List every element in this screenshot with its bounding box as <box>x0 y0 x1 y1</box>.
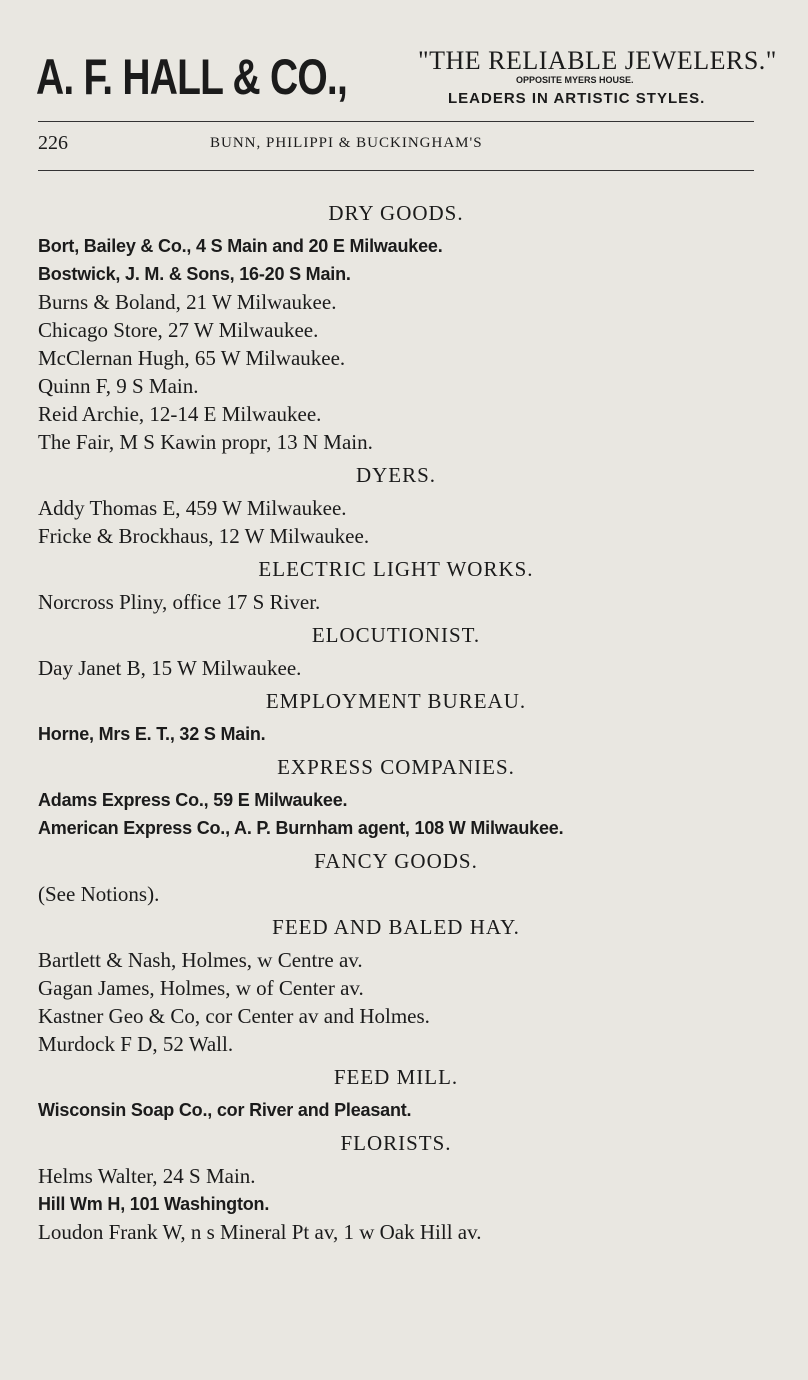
advert-slogan: LEADERS IN ARTISTIC STYLES. <box>448 90 706 107</box>
directory-entry: Helms Walter, 24 S Main. <box>38 1164 256 1188</box>
directory-entry: Norcross Pliny, office 17 S River. <box>38 590 321 614</box>
advert-business-name: A. F. HALL & CO., <box>36 49 348 105</box>
directory-entry: Bartlett & Nash, Holmes, w Centre av. <box>38 948 363 972</box>
directory-entry: Day Janet B, 15 W Milwaukee. <box>38 656 302 680</box>
directory-entry: Bort, Bailey & Co., 4 S Main and 20 E Milwaukee. <box>38 236 443 256</box>
page-number: 226 <box>38 132 68 154</box>
directory-entry: Horne, Mrs E. T., 32 S Main. <box>38 724 266 744</box>
section-heading: FLORISTS. <box>340 1131 452 1155</box>
directory-entry: Reid Archie, 12-14 E Milwaukee. <box>38 402 322 426</box>
directory-entry: Burns & Boland, 21 W Milwaukee. <box>38 290 337 314</box>
directory-entry: Chicago Store, 27 W Milwaukee. <box>38 318 319 342</box>
directory-entry: Loudon Frank W, n s Mineral Pt av, 1 w Oak Hill av. <box>38 1220 482 1244</box>
directory-entry: Gagan James, Holmes, w of Center av. <box>38 976 364 1000</box>
directory-entry: Quinn F, 9 S Main. <box>38 374 199 398</box>
directory-entry: McClernan Hugh, 65 W Milwaukee. <box>38 346 346 370</box>
directory-entry: (See Notions). <box>38 882 160 906</box>
section-heading: FEED MILL. <box>333 1065 459 1089</box>
directory-entry: Adams Express Co., 59 E Milwaukee. <box>38 790 348 810</box>
directory-entry: Murdock F D, 52 Wall. <box>38 1032 234 1056</box>
section-heading: ELOCUTIONIST. <box>311 623 481 647</box>
header-divider <box>38 121 754 122</box>
advert-location: OPPOSITE MYERS HOUSE. <box>516 75 634 85</box>
section-heading: FANCY GOODS. <box>314 849 478 873</box>
section-heading: EMPLOYMENT BUREAU. <box>265 689 527 713</box>
directory-entry: Wisconsin Soap Co., cor River and Pleasant. <box>38 1100 412 1120</box>
section-heading: ELECTRIC LIGHT WORKS. <box>258 557 534 581</box>
directory-entry: The Fair, M S Kawin propr, 13 N Main. <box>38 430 373 454</box>
directory-entry: Bostwick, J. M. & Sons, 16-20 S Main. <box>38 264 351 284</box>
section-heading: FEED AND BALED HAY. <box>272 915 520 939</box>
directory-entry: American Express Co., A. P. Burnham agent, 108 W Milwaukee. <box>38 818 564 838</box>
directory-entry: Addy Thomas E, 459 W Milwaukee. <box>38 496 347 520</box>
running-head <box>38 132 754 156</box>
section-heading: DYERS. <box>355 463 437 487</box>
section-heading: DRY GOODS. <box>328 201 464 225</box>
advert-tagline: "THE RELIABLE JEWELERS." <box>418 46 777 75</box>
jeweler-advertisement <box>36 40 777 120</box>
directory-entry: Fricke & Brockhaus, 12 W Milwaukee. <box>38 524 370 548</box>
running-head-title: BUNN, PHILIPPI & BUCKINGHAM'S <box>210 135 483 151</box>
section-heading: EXPRESS COMPANIES. <box>277 755 515 779</box>
directory-entry: Hill Wm H, 101 Washington. <box>38 1194 270 1214</box>
running-head-divider <box>38 170 754 171</box>
directory-entry: Kastner Geo & Co, cor Center av and Holmes. <box>38 1004 430 1028</box>
business-directory <box>38 194 754 1246</box>
